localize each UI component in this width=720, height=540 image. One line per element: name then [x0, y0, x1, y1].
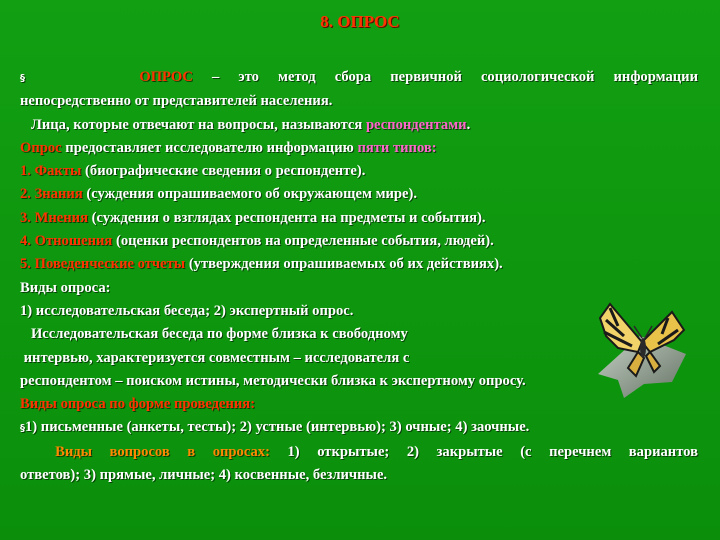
- form-list-line: [20, 416, 698, 440]
- bullet-icon: §: [20, 423, 25, 435]
- intro-line-1: [20, 66, 698, 90]
- type-term: 5. Поведенческие отчеты: [20, 256, 186, 273]
- intro-line-2: непосредственно от представителей населения.: [20, 93, 333, 110]
- conversation-line-2: интервью, характеризуется совместным – исследователя с: [20, 349, 410, 366]
- butterfly-image: [588, 296, 692, 398]
- type-term: 2. Знания: [20, 186, 83, 203]
- bullet-icon: §: [20, 73, 25, 84]
- type-item: [20, 230, 698, 253]
- type-desc: (суждения опрашиваемого об окружающем мире).: [82, 186, 418, 203]
- questions-term: Виды вопросов в опросах:: [20, 443, 270, 460]
- conversation-line-1: Исследовательская беседа по форме близка к свободному: [20, 326, 408, 343]
- form-list: 1) письменные (анкеты, тесты); 2) устные (интервью); 3) очные; 4) заочные.: [25, 419, 530, 436]
- respondents-lead: Лица, которые отвечают на вопросы, называются: [30, 116, 366, 133]
- conversation-line-3: респондентом – поиском истины, методически близка к экспертному опросу.: [20, 372, 526, 389]
- provides-highlight: пяти типов:: [357, 139, 437, 156]
- intro-rest: – это метод сбора первичной социологической информации: [192, 69, 698, 85]
- questions-line-2: ответов); 3) прямые, личные; 4) косвенные, безличные.: [20, 467, 388, 484]
- provides-term: Опрос: [20, 139, 62, 156]
- provides-line: [20, 137, 698, 160]
- type-desc: (суждения о взглядах респондента на предметы и события).: [87, 209, 486, 226]
- type-item: [20, 160, 698, 183]
- type-term: 1. Факты: [20, 163, 82, 180]
- questions-line-1: [20, 441, 698, 464]
- type-desc: (утверждения опрашиваемых об их действиях).: [185, 256, 503, 273]
- questions-rest: 1) открытые; 2) закрытые (с перечнем вариантов: [269, 443, 698, 460]
- form-heading: Виды опроса по форме проведения:: [20, 396, 256, 413]
- respondents-term: респондентами: [365, 116, 467, 133]
- type-item: [20, 253, 698, 276]
- kinds-line: 1) исследовательская беседа; 2) экспертный опрос.: [20, 302, 354, 319]
- intro-term: ОПРОС: [139, 69, 193, 85]
- respondents-end: .: [466, 116, 471, 133]
- type-desc: (биографические сведения о респонденте).: [81, 163, 366, 180]
- type-item: [20, 183, 698, 206]
- type-desc: (оценки респондентов на определенные события, людей).: [112, 233, 494, 250]
- kinds-heading: Виды опроса:: [20, 279, 111, 296]
- respondents-line: [20, 114, 698, 137]
- type-term: 3. Мнения: [20, 209, 88, 226]
- type-term: 4. Отношения: [20, 233, 113, 250]
- type-item: [20, 207, 698, 230]
- slide-title: 8. ОПРОС: [320, 12, 400, 31]
- slide-body: [20, 66, 698, 487]
- provides-rest: предоставляет исследователю информацию: [61, 139, 358, 156]
